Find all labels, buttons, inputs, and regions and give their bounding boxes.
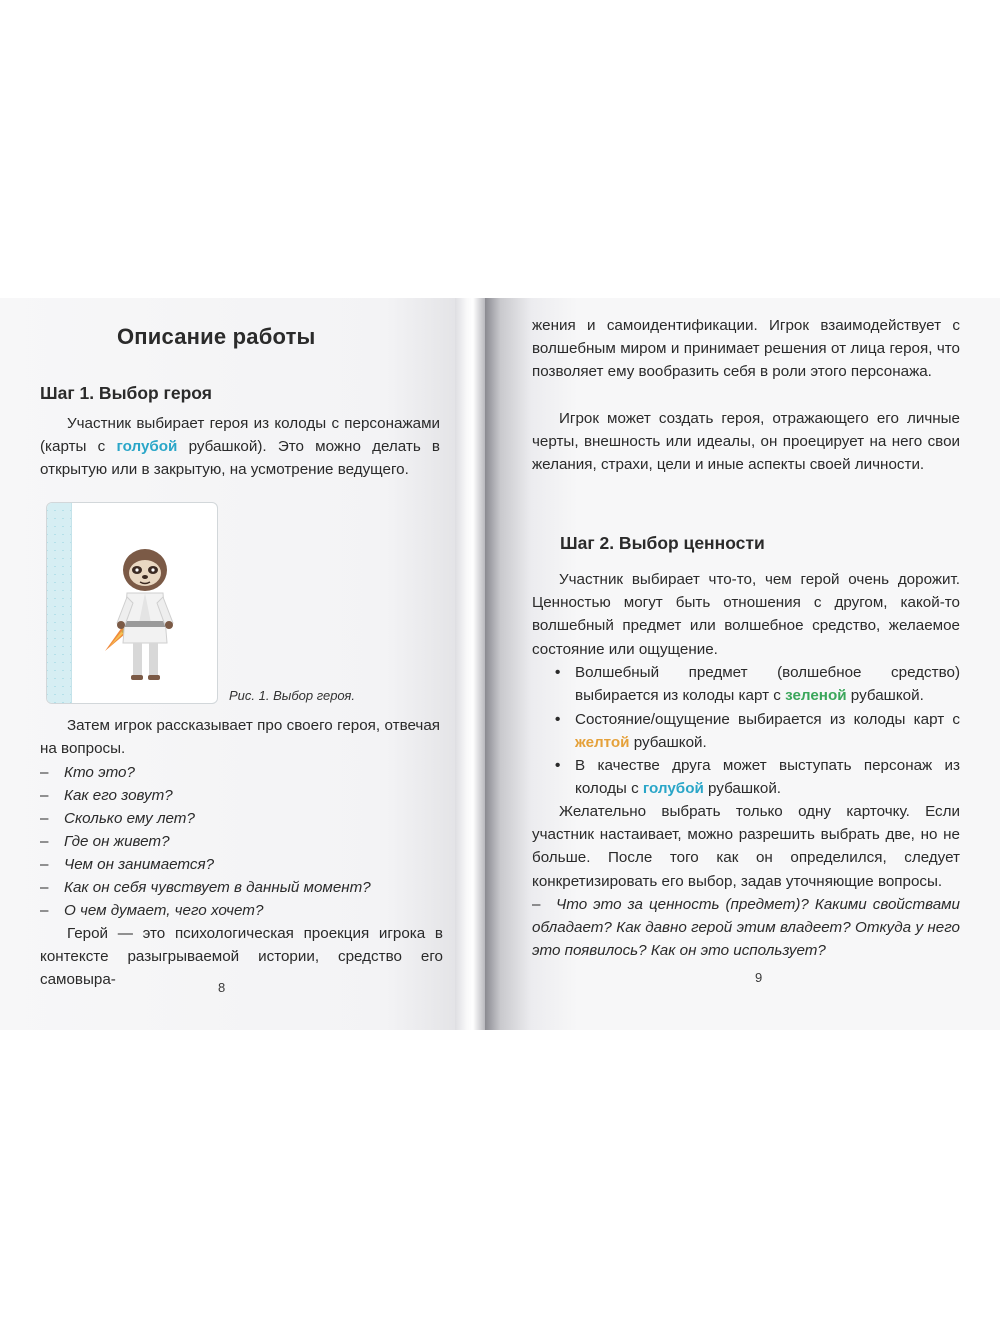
bullet-symbol: • [555,757,561,774]
question-dash: – [40,879,49,896]
bullet-text-before: В качестве друга может выступать персонаж из колоды с [575,757,960,798]
bullet-symbol: • [555,664,561,681]
question-item [40,899,263,922]
question-text: Сколько ему лет? [64,810,195,827]
question-text: Как его зовут? [64,787,173,804]
step1-paragraph-text-before: Участник выбирает героя из колоды с персонажами (карты с [40,415,440,456]
color-word-yellow: желтой [575,734,630,752]
hero-projection-paragraph: Игрок может создать героя, отражающего его личные черты, внешность или идеалы, он проецирует на него свои желания, страхи, цели и иные аспекты своей личности. [532,410,960,474]
question-item [40,876,371,899]
question-dash: – [532,896,541,913]
figure-caption: Рис. 1. Выбор героя. [229,688,355,703]
question-text: Как он себя чувствует в данный момент? [64,879,371,896]
bullet-text-after: рубашкой. [629,734,707,752]
bullet-symbol: • [555,711,561,728]
question-item [40,853,214,876]
book-gutter [455,298,485,1030]
left-page [0,298,455,1030]
question-dash: – [40,810,49,827]
question-item [40,830,170,853]
step1-paragraph-text-after: рубашкой). Это можно делать в открытую или в закрытую, на усмотрение ведущего. [40,438,440,479]
bullet-text-before: Состояние/ощущение выбирается из колоды карт с [575,711,960,728]
sloth-hero-illustration [47,503,217,703]
page-number-right: 9 [755,970,763,985]
bullet-text-after: рубашкой. [703,780,782,798]
hero-definition-paragraph: Герой — это психологическая проекция игрока в контексте разыгрываемой истории, средство его самовыра- [40,925,443,989]
page-title: Описание работы [117,324,316,349]
question-text: Чем он занимается? [64,856,215,873]
hero-card-figure [46,502,218,704]
selection-paragraph: Желательно выбрать только одну карточку. Если участник настаивает, можно разрешить выбрать две, но не больше. После того как он определился, следует конкретизировать его выбор, задав уточняющие вопросы. [532,803,960,890]
bullet-item [555,754,960,800]
question-item [40,761,135,784]
question-dash: – [40,764,49,781]
question-dash: – [40,856,49,873]
page-number-left: 8 [218,980,226,995]
book-spread [0,298,1000,1030]
continuation-paragraph: жения и самоидентификации. Игрок взаимодействует с волшебным миром и принимает решения от лица героя, что позволяет ему вообразить себя в роли этого персонажа. [532,317,960,381]
question-item [40,807,195,830]
color-word-blue: голубой [116,438,178,456]
step1-paragraph [40,412,440,482]
question-text: Кто это? [64,764,135,781]
question-dash: – [40,902,49,919]
color-word-blue: голубой [642,780,704,798]
right-page [485,298,1000,1030]
question-dash: – [40,833,49,850]
bullet-item [555,661,960,707]
step2-heading: Шаг 2. Выбор ценности [560,533,765,553]
question-text: О чем думает, чего хочет? [64,902,264,919]
color-word-green: зеленой [785,687,847,705]
question-item [40,784,173,807]
bullet-text-after: рубашкой. [846,687,924,705]
step1-followup-paragraph: Затем игрок рассказывает про своего героя, отвечая на вопросы. [40,717,440,758]
bullet-item [555,708,960,754]
step1-heading: Шаг 1. Выбор героя [40,383,212,403]
question-text: Что это за ценность (предмет)? Какими свойствами обладает? Как давно герой этим владеет? Откуда у него это появилось? Как он это использует? [532,896,960,960]
bullet-text-before: Волшебный предмет (волшебное средство) выбирается из колоды карт с [575,664,960,705]
step2-paragraph: Участник выбирает что-то, чем герой очень дорожит. Ценностью могут быть отношения с другом, какой-то волшебный предмет или волшебное средство, желаемое состояние или ощущение. [532,571,960,658]
question-text: Где он живет? [64,833,170,850]
clarifying-question [532,893,960,963]
question-dash: – [40,787,49,804]
